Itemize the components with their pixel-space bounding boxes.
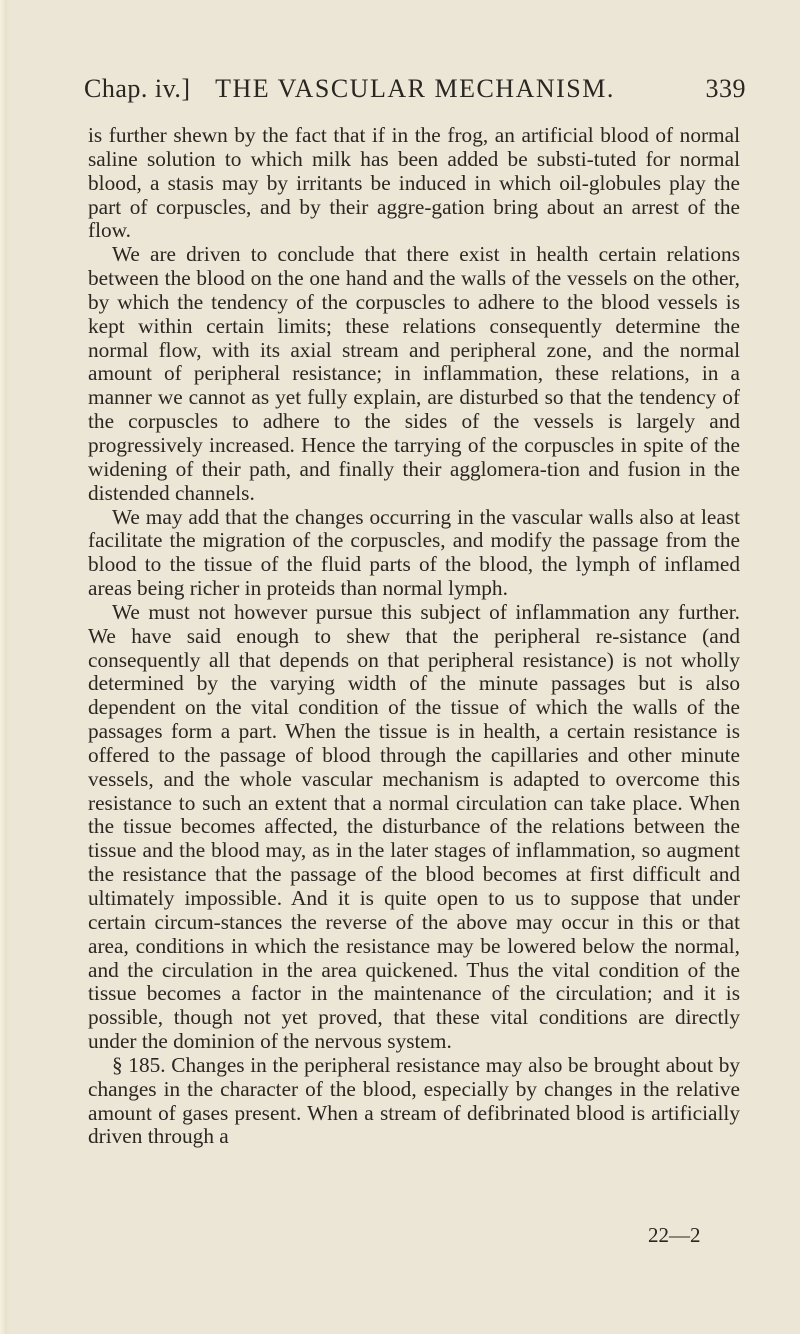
chapter-label: Chap. iv.]: [84, 74, 191, 103]
running-title: THE VASCULAR MECHANISM.: [215, 74, 615, 103]
page-number: 339: [705, 74, 746, 103]
page-edge: [0, 0, 10, 1334]
paragraph: is further shewn by the fact that if in the frog, an artificial blood of normal saline solution to which milk has been added be substi-tuted for normal blood, a stasis may by irritants be induced in which oil-globules play the part of corpuscles, and by their aggre-gation bring about an arrest of the flow.: [88, 123, 740, 243]
signature-mark: 22—2: [648, 1223, 701, 1247]
paragraph: § 185. Changes in the peripheral resistance may also be brought about by changes in the character of the blood, especially by changes in the relative amount of gases present. When a stream of defibrinated blood is artificially driven through a: [88, 1052, 740, 1149]
paragraph: We must not however pursue this subject of inflammation any further. We have said enough to shew that the peripheral re-sistance (and consequently all that depends on that peripheral resistance) is not wholly determined by the varying width of the minute passages but is also dependent on the vital condition of the tissue of which the walls of the passages form a part. When the tissue is in health, a certain resistance is offered to the passage of blood through the capillaries and other minute vessels, and the whole vascular mechanism is adapted to overcome this resistance to such an extent that a normal circulation can take place. When the tissue becomes affected, the disturbance of the relations between the tissue and the blood may, as in the later stages of inflammation, so augment the resistance that the passage of the blood becomes at first difficult and ultimately impossible. And it is quite open to us to suppose that under certain circum-stances the reverse of the above may occur in this or that area, conditions in which the resistance may be lowered below the normal, and the circulation in the area quickened. Thus the vital condition of the tissue becomes a factor in the maintenance of the circulation; and it is possible, though not yet proved, that these vital conditions are directly under the dominion of the nervous system.: [88, 599, 740, 1054]
paragraph: We are driven to conclude that there exist in health certain relations between the blood on the one hand and the walls of the vessels on the other, by which the tendency of the corpuscles to adhere to the blood vessels is kept within certain limits; these relations consequently determine the normal flow, with its axial stream and peripheral zone, and the normal amount of peripheral resistance; in inflammation, these relations, in a manner we cannot as yet fully explain, are disturbed so that the tendency of the corpuscles to adhere to the sides of the vessels is largely and progressively increased. Hence the tarrying of the corpuscles in spite of the widening of their path, and finally their agglomera-tion and fusion in the distended channels.: [88, 242, 740, 505]
body-text: [88, 124, 740, 1149]
running-header: [84, 74, 746, 114]
paragraph: We may add that the changes occurring in the vascular walls also at least facilitate the migration of the corpuscles, and modify the passage from the blood to the tissue of the fluid parts of the blood, the lymph of inflamed areas being richer in proteids than normal lymph.: [88, 504, 740, 601]
